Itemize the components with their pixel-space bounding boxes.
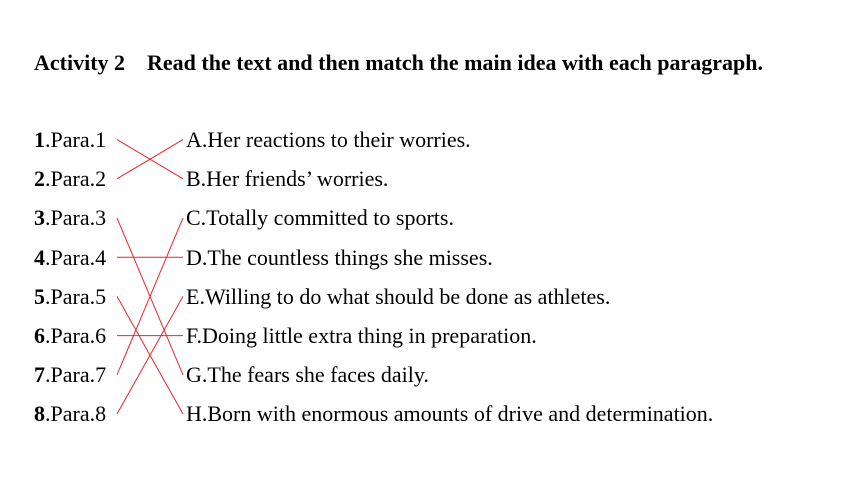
paragraph-label: .Para.8 bbox=[45, 401, 107, 427]
paragraph-item bbox=[34, 277, 106, 316]
main-idea-item: H.Born with enormous amounts of drive and determination. bbox=[186, 401, 714, 427]
paragraph-number: 7 bbox=[34, 362, 45, 388]
paragraph-label: .Para.4 bbox=[45, 244, 107, 270]
paragraph-item bbox=[34, 355, 106, 394]
paragraph-label: .Para.5 bbox=[45, 283, 107, 309]
paragraph-item bbox=[34, 238, 106, 277]
paragraph-label: .Para.7 bbox=[45, 362, 107, 388]
main-idea-item: E.Willing to do what should be done as athletes. bbox=[186, 283, 611, 309]
match-line bbox=[117, 218, 183, 375]
activity-title: Activity 2 Read the text and then match the main idea with each paragraph. bbox=[34, 50, 764, 75]
match-line bbox=[117, 140, 183, 179]
paragraph-list bbox=[34, 120, 106, 434]
paragraph-label: .Para.3 bbox=[45, 205, 107, 231]
paragraph-number: 4 bbox=[34, 244, 45, 270]
paragraph-number: 8 bbox=[34, 401, 45, 427]
match-line bbox=[117, 140, 183, 179]
paragraph-item bbox=[34, 120, 106, 159]
main-idea-list bbox=[186, 120, 713, 434]
paragraph-item bbox=[34, 394, 106, 433]
main-idea-item: D.The countless things she misses. bbox=[186, 244, 493, 270]
main-idea-item: B.Her friends’ worries. bbox=[186, 166, 389, 192]
match-line bbox=[117, 296, 183, 414]
paragraph-label: .Para.6 bbox=[45, 322, 107, 348]
paragraph-number: 3 bbox=[34, 205, 45, 231]
paragraph-label: .Para.2 bbox=[45, 166, 107, 192]
paragraph-item bbox=[34, 316, 106, 355]
paragraph-number: 5 bbox=[34, 283, 45, 309]
match-line bbox=[117, 218, 183, 375]
paragraph-number: 1 bbox=[34, 127, 45, 152]
paragraph-number: 6 bbox=[34, 322, 45, 348]
main-idea-item: C.Totally committed to sports. bbox=[186, 205, 454, 231]
main-idea-item: F.Doing little extra thing in preparation. bbox=[186, 322, 537, 348]
paragraph-item bbox=[34, 198, 106, 237]
paragraph-number: 2 bbox=[34, 166, 45, 192]
match-line bbox=[117, 296, 183, 414]
main-idea-item: G.The fears she faces daily. bbox=[186, 362, 429, 388]
paragraph-label: .Para.1 bbox=[45, 127, 107, 152]
main-idea-item: A.Her reactions to their worries. bbox=[186, 127, 471, 152]
paragraph-item bbox=[34, 159, 106, 198]
